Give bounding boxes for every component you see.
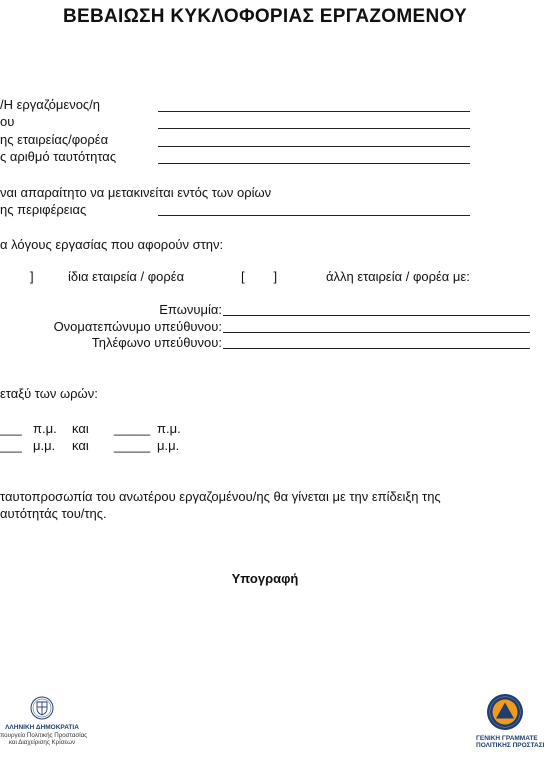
hours-am-to-blank[interactable]: _____ <box>114 421 151 436</box>
footer-left-title: ΛΛΗΝΙΚΗ ΔΗΜΟΚΡΑΤΙΑ <box>5 724 79 731</box>
field-line-id-number[interactable] <box>158 163 470 164</box>
hours-am-and: και <box>72 421 89 436</box>
coat-of-arms-icon <box>30 696 54 720</box>
field-label-id-number: ς αριθμό ταυτότητας <box>0 149 117 164</box>
civil-protection-logo-icon <box>486 693 524 731</box>
footer-right-line1: ΓΕΝΙΚΗ ΓΡΑΜΜΑΤΕ <box>476 735 538 742</box>
movement-text-line2: ης περιφέρειας <box>0 202 87 217</box>
field-line-responsible-name[interactable] <box>223 332 530 333</box>
hours-pm-to-unit: μ.μ. <box>157 438 180 453</box>
field-label-company: ης εταιρείας/φορέα <box>0 132 109 147</box>
identity-note-line2: αυτότητάς του/της. <box>0 506 107 521</box>
field-line-region[interactable] <box>158 215 470 216</box>
signature-label: Υπογραφή <box>231 571 299 586</box>
label-responsible-phone: Τηλέφωνο υπεύθυνου: <box>91 335 222 350</box>
hours-pm-from-unit: μ.μ. <box>33 438 56 453</box>
hours-am-to-unit: π.μ. <box>157 421 181 436</box>
field-line-employee[interactable] <box>158 111 470 112</box>
movement-text-line1: ναι απαραίτητο να μετακινείται εντός των ορίων <box>0 185 272 200</box>
option-other-company-label: άλλη εταιρεία / φορέα με: <box>326 269 470 284</box>
option-same-company-label: ίδια εταιρεία / φορέα <box>68 269 185 284</box>
footer-right-line2: ΠΟΛΙΤΙΚΗΣ ΠΡΟΣΤΑΣΙ <box>476 742 544 749</box>
checkbox-other-company[interactable]: [ ] <box>241 269 278 284</box>
label-responsible-name: Ονοματεπώνυμο υπεύθυνου: <box>53 319 222 334</box>
field-line-company-name[interactable] <box>223 315 530 316</box>
label-company-name: Επωνυμία: <box>159 302 222 317</box>
reasons-intro: α λόγους εργασίας που αφορούν στην: <box>0 237 224 252</box>
field-line-responsible-phone[interactable] <box>223 348 530 349</box>
footer-left-line1: πουργείο Πολιτικής Προστασίας <box>0 732 88 739</box>
document-title: ΒΕΒΑΙΩΣΗ ΚΥΚΛΟΦΟΡΙΑΣ ΕΡΓΑΖΟΜΕΝΟΥ <box>62 6 468 27</box>
hours-pm-to-blank[interactable]: _____ <box>114 438 151 453</box>
footer-left-line2: και Διαχείρισης Κρίσεων <box>8 739 76 746</box>
checkbox-same-company[interactable]: ] <box>30 269 34 284</box>
field-label-ou: ου <box>0 114 15 129</box>
field-line-ou[interactable] <box>158 128 470 129</box>
hours-am-from-unit: π.μ. <box>33 421 57 436</box>
field-label-employee: /Η εργαζόμενος/η <box>0 97 101 112</box>
hours-pm-from-blank[interactable]: ___ <box>0 438 22 453</box>
field-line-company[interactable] <box>158 146 470 147</box>
identity-note-line1: ταυτοπροσωπία του ανωτέρου εργαζομένου/ης θα γίνεται με την επίδειξη της <box>0 489 441 504</box>
hours-am-from-blank[interactable]: ___ <box>0 421 22 436</box>
hours-intro: εταξύ των ωρών: <box>0 386 98 401</box>
hours-pm-and: και <box>72 438 89 453</box>
